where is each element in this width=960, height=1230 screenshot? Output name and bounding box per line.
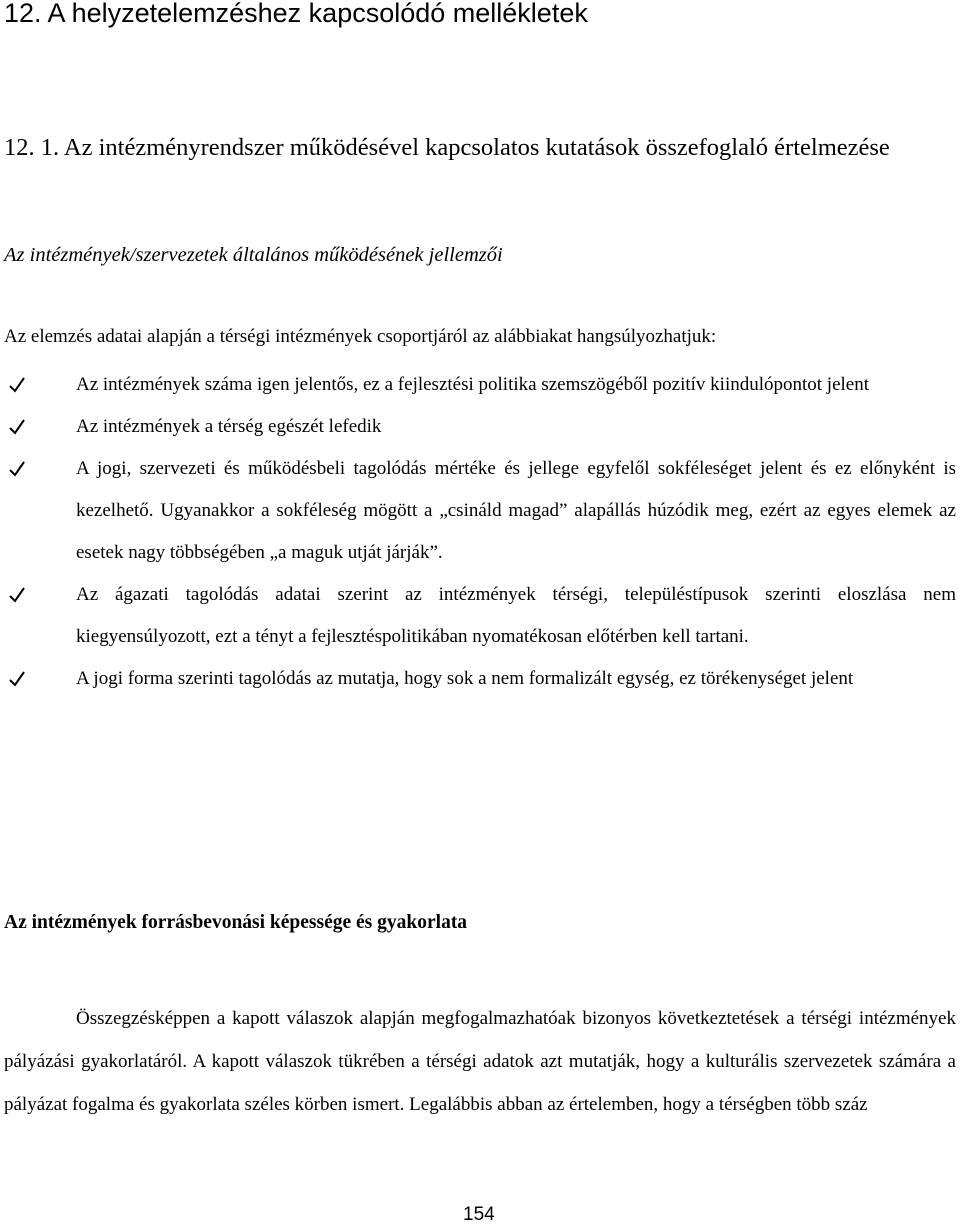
- check-icon: [8, 670, 26, 688]
- body-paragraph: Összegzésképpen a kapott válaszok alapján megfogalmazhatóak bizonyos következtetések a térségi intézmények pályázási gyakorlatáról. A kapott válaszok tükrében a térségi adatok azt mutatják, hogy a kulturális szervezetek számára a pályázat fogalma és gyakorlata széles körben ismert. Legalábbis abban az értelemben, hogy a térségben több száz: [4, 1008, 956, 1115]
- list-item-text: Az intézmények száma igen jelentős, ez a fejlesztési politika szemszögéből pozitív kiindulópontot jelent: [76, 374, 870, 395]
- list-item-text: Az ágazati tagolódás adatai szerint az intézmények térségi, településtípusok szerinti eloszlása nem kiegyensúlyozott, ezt a tényt a fejlesztéspolitikában nyomatékosan előtérben kell tartani.: [76, 584, 956, 647]
- chapter-heading: 12. A helyzetelemzéshez kapcsolódó mellékletek: [4, 0, 588, 28]
- check-icon: [8, 418, 26, 436]
- resources-heading: Az intézmények forrásbevonási képessége és gyakorlata: [4, 912, 468, 933]
- list-item: [4, 658, 956, 700]
- page-number: 154: [463, 1204, 495, 1225]
- subsection-heading: Az intézmények/szervezetek általános működésének jellemzői: [4, 244, 503, 266]
- section-heading: 12. 1. Az intézményrendszer működésével kapcsolatos kutatások összefoglaló értelmezése: [4, 134, 890, 161]
- list-item: [4, 406, 956, 448]
- intro-text: Az elemzés adatai alapján a térségi intézmények csoportjáról az alábbiakat hangsúlyozhatjuk:: [4, 326, 717, 347]
- list-item-text: Az intézmények a térség egészét lefedik: [76, 416, 382, 437]
- check-icon: [8, 460, 26, 478]
- findings-list: [4, 364, 956, 700]
- list-item-text: A jogi forma szerinti tagolódás az mutatja, hogy sok a nem formalizált egység, ez törékenységet jelent: [76, 668, 854, 689]
- list-item: [4, 448, 956, 574]
- list-item: [4, 574, 956, 658]
- list-item: [4, 364, 956, 406]
- list-item-text: A jogi, szervezeti és működésbeli tagolódás mértéke és jellege egyfelől sokféleséget jelent és ez előnyként is kezelhető. Ugyanakkor a sokféleség mögött a „csináld magad” alapállás húzódik meg, ezért az egyes elemek az esetek nagy többségében „a maguk utját járják”.: [76, 458, 956, 563]
- check-icon: [8, 586, 26, 604]
- check-icon: [8, 376, 26, 394]
